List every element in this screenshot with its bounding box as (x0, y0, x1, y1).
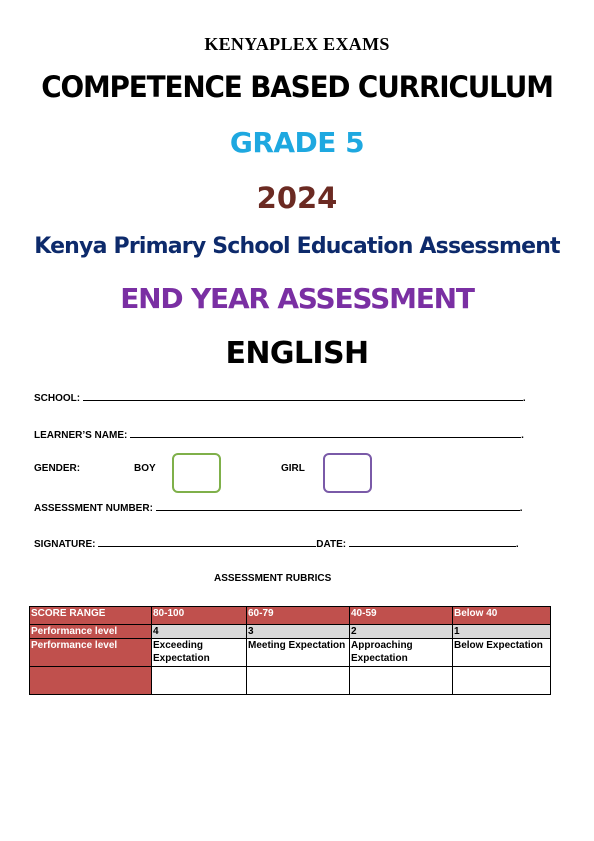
row-label: Performance level (30, 625, 152, 639)
subject-title: ENGLISH (225, 336, 369, 371)
score-entry-cell[interactable] (152, 667, 247, 695)
description-cell: Approaching Expectation (350, 639, 453, 667)
assessment-number-label: ASSESSMENT NUMBER: (34, 503, 153, 514)
assessment-body-title: Kenya Primary School Education Assessment (34, 234, 560, 259)
date-end-mark: . (515, 539, 519, 550)
level-cell: 2 (350, 625, 453, 639)
score-entry-row[interactable] (30, 667, 551, 695)
assessment-type-title: END YEAR ASSESSMENT (120, 282, 474, 315)
score-entry-cell[interactable] (350, 667, 453, 695)
level-cell: 4 (152, 625, 247, 639)
curriculum-title: COMPETENCE BASED CURRICULUM (41, 70, 553, 104)
rubrics-table (29, 606, 551, 695)
org-title: KENYAPLEX EXAMS (204, 34, 390, 54)
gender-label: GENDER: (34, 463, 81, 474)
girl-label: GIRL (281, 463, 305, 474)
header-cell: SCORE RANGE (30, 607, 152, 625)
year-title: 2024 (256, 181, 338, 215)
performance-level-row (30, 625, 551, 639)
row-label: Performance level (30, 639, 152, 667)
rubrics-header-row (30, 607, 551, 625)
signature-date-field[interactable] (34, 537, 519, 550)
assessment-number-field[interactable] (34, 501, 522, 514)
score-entry-cell[interactable] (247, 667, 350, 695)
description-cell: Exceeding Expectation (152, 639, 247, 667)
header-cell: 80-100 (152, 607, 247, 625)
grade-title: GRADE 5 (229, 126, 365, 159)
learner-name-line[interactable] (130, 428, 521, 438)
learner-name-label: LEARNER’S NAME: (34, 430, 128, 441)
header-cell: Below 40 (453, 607, 551, 625)
assessment-number-end-mark: . (519, 503, 523, 514)
header-cell: 40-59 (350, 607, 453, 625)
girl-checkbox[interactable] (323, 453, 372, 493)
school-line[interactable] (83, 391, 523, 401)
description-cell: Meeting Expectation (247, 639, 350, 667)
school-label: SCHOOL: (34, 393, 81, 404)
performance-description-row (30, 639, 551, 667)
row-label (30, 667, 152, 695)
assessment-number-line[interactable] (156, 501, 520, 511)
learner-name-end-mark: . (521, 430, 524, 441)
date-line[interactable] (349, 537, 516, 547)
school-field[interactable] (34, 391, 526, 404)
school-end-mark: . (522, 393, 526, 404)
boy-checkbox[interactable] (172, 453, 221, 493)
level-cell: 1 (453, 625, 551, 639)
date-label: DATE: (316, 539, 347, 550)
boy-label: BOY (134, 463, 156, 474)
description-cell: Below Expectation (453, 639, 551, 667)
signature-label: SIGNATURE: (34, 539, 96, 550)
header-cell: 60-79 (247, 607, 350, 625)
level-cell: 3 (247, 625, 350, 639)
rubrics-title: ASSESSMENT RUBRICS (214, 573, 332, 584)
learner-name-field[interactable] (34, 428, 524, 441)
signature-line[interactable] (98, 537, 316, 547)
score-entry-cell[interactable] (453, 667, 551, 695)
